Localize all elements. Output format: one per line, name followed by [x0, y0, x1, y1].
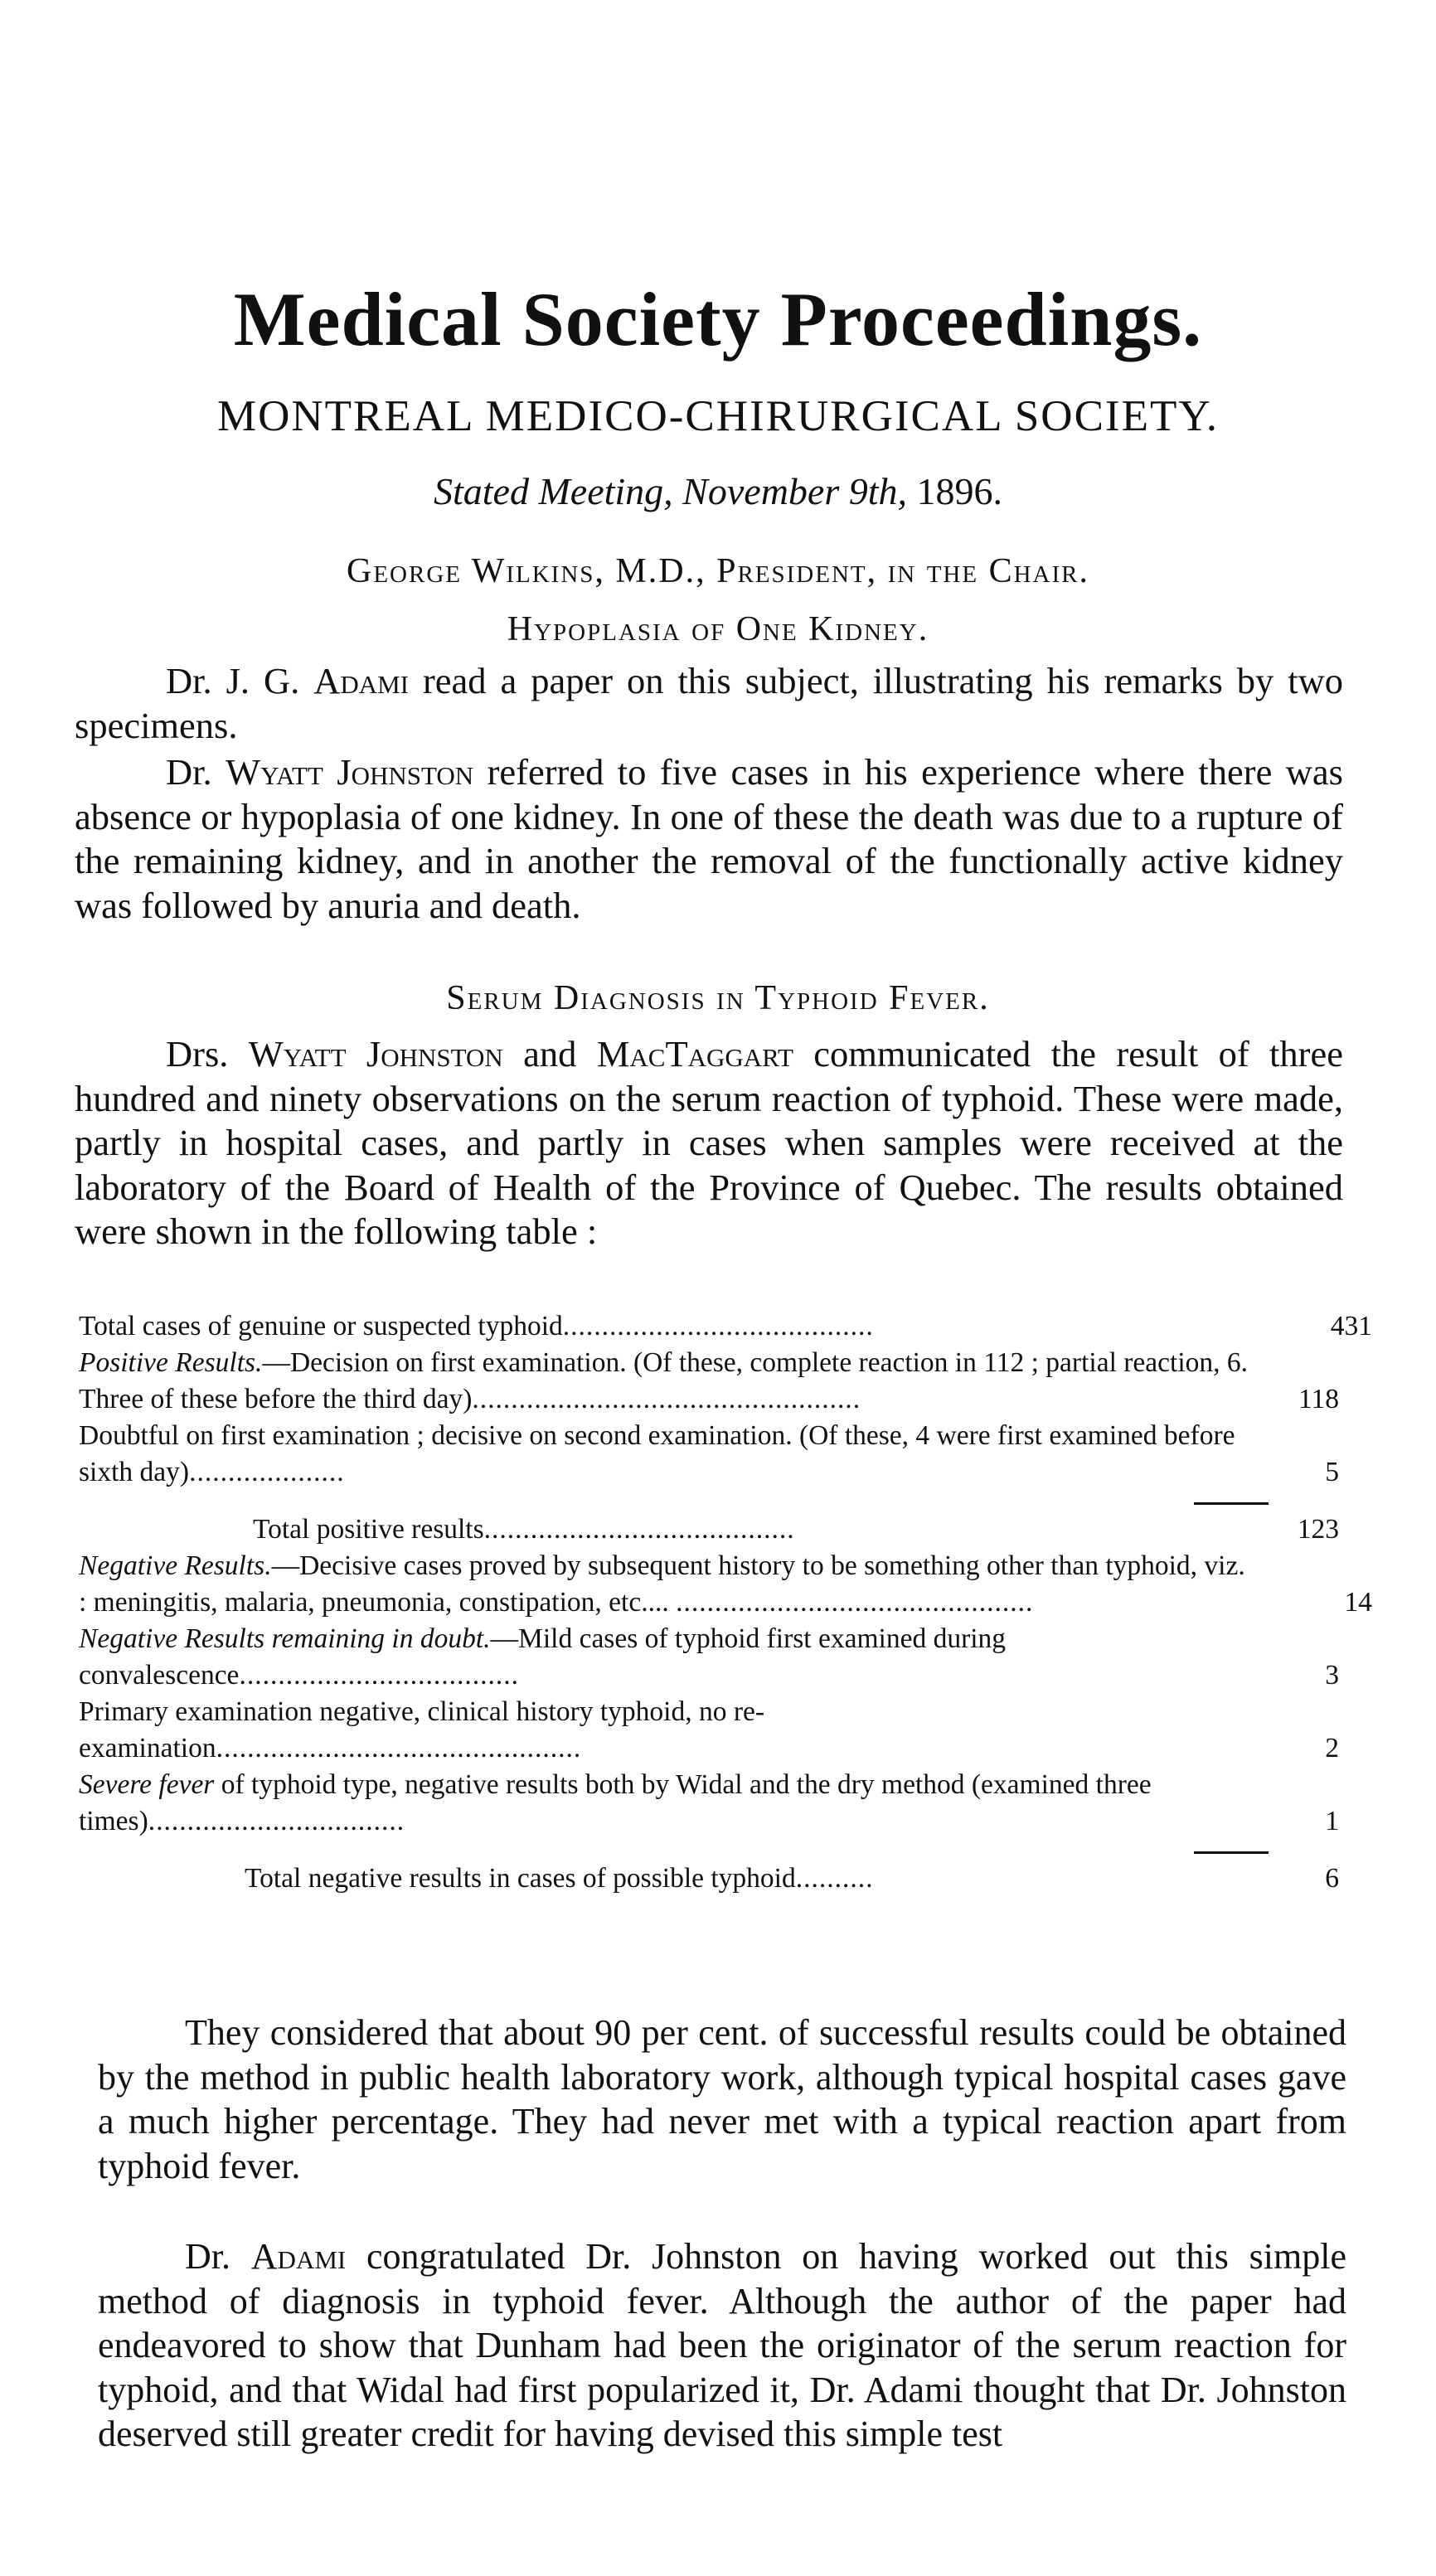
row-italic-label: Positive Results. — [79, 1347, 263, 1378]
para-text: congratulated Dr. Johnston on having worked out this simple method of diagnosis in typhoid fever. Although the author of the paper had endeavored to show that Dunham had been the originator of the serum reaction for typhoid, and that Widal had first popularized it, Dr. Adami thought that Dr. Johnston deserved still greater credit for having devised this simple test — [98, 2236, 1346, 2454]
row-dots: .................................... — [239, 1660, 519, 1691]
paragraph-serum-intro — [75, 1032, 1343, 1254]
page-title: Medical Society Proceedings. — [233, 277, 1203, 361]
paragraph-conclusion — [98, 2011, 1346, 2188]
speaker-name: Wyatt Johnston — [248, 1033, 503, 1075]
speaker-name: Wyatt Johnston — [226, 751, 474, 793]
row-dots: ........................................ — [562, 1311, 874, 1341]
meeting-line — [0, 468, 1436, 515]
row-label: Total positive results — [253, 1514, 484, 1545]
row-value: 1 — [1325, 1806, 1339, 1836]
table-row — [79, 1548, 1372, 1621]
paragraph-adami-comment — [98, 2234, 1346, 2457]
row-label: —Mild cases of typhoid first examined during convalescence — [79, 1623, 1007, 1691]
row-value: 2 — [1325, 1733, 1339, 1763]
table-row-total — [79, 1860, 1372, 1897]
row-label: of typhoid type, negative results both by Widal and the dry method (examined three times) — [79, 1769, 1152, 1836]
meeting-year: 1896. — [916, 470, 1003, 512]
para-text: communicated the result of three hundred and ninety observations on the serum reaction of typhoid. These were made, partly in hospital cases, and partly in cases when samples were received at the laboratory of the Board of Health of the Province of Quebec. The results obtained were shown in the following table : — [75, 1033, 1343, 1252]
row-value: 123 — [1297, 1514, 1339, 1545]
row-label: Total negative results in cases of possible typhoid — [245, 1863, 796, 1894]
section-heading-kidney: Hypoplasia of One Kidney. — [507, 610, 929, 648]
para-prefix: Dr. J. G. — [166, 660, 314, 701]
row-value: 3 — [1325, 1660, 1339, 1691]
table-row — [79, 1621, 1372, 1694]
chair-line: George Wilkins, M.D., President, in the Chair. — [347, 552, 1089, 590]
table-row — [79, 1767, 1372, 1840]
row-italic-label: Severe fever — [79, 1769, 215, 1800]
sum-rule — [1194, 1851, 1269, 1854]
table-row — [79, 1418, 1372, 1491]
row-value: 5 — [1325, 1457, 1339, 1487]
row-dots: .................................................. — [472, 1384, 861, 1414]
row-label: Total cases of genuine or suspected typhoid — [79, 1311, 563, 1341]
para-prefix: Drs. — [166, 1033, 249, 1075]
row-label: Primary examination negative, clinical history typhoid, no re-examination — [79, 1696, 765, 1763]
para-conj: and — [502, 1033, 597, 1075]
meeting-date: Stated Meeting, November 9th, — [433, 470, 908, 512]
row-dots: ............................................... — [216, 1733, 582, 1763]
row-dots: .............................................. — [676, 1587, 1034, 1618]
sum-rule — [1194, 1502, 1269, 1505]
table-row-total — [79, 1511, 1372, 1548]
para-text: read a paper on this subject, illustrating his remarks by two specimens. — [75, 660, 1343, 746]
para-text: referred to five cases in his experience where there was absence or hypoplasia of one kidney. In one of these the death was due to a rupture of the remaining kidney, and in another the removal of the functionally active kidney was followed by anuria and death. — [75, 751, 1343, 926]
society-name: MONTREAL MEDICO-CHIRURGICAL SOCIETY. — [216, 392, 1220, 440]
para-text: They considered that about 90 per cent. of successful results could be obtained by the method in public health laboratory work, although typical hospital cases gave a much higher percentage. They had never met with a typical reaction apart from typhoid fever. — [98, 2012, 1346, 2186]
speaker-name-2: MacTaggart — [596, 1033, 793, 1075]
row-value: 14 — [1344, 1587, 1372, 1618]
row-dots: ................................. — [148, 1806, 405, 1836]
row-label: Doubtful on first examination ; decisive on second examination. (Of these, 4 were first examined before sixth day) — [79, 1420, 1235, 1487]
table-row — [79, 1694, 1372, 1767]
row-value: 118 — [1298, 1384, 1339, 1414]
row-italic-label: Negative Results. — [79, 1550, 272, 1581]
row-label: —Decision on first examination. (Of these, complete reaction in 112 ; partial reaction, 6. Three of these before the third day) — [79, 1347, 1249, 1414]
speaker-name: Adami — [250, 2236, 347, 2277]
table-row — [79, 1345, 1372, 1418]
paragraph-adami-paper — [75, 659, 1343, 748]
row-dots: ........................................ — [483, 1514, 795, 1545]
row-value: 431 — [1330, 1311, 1372, 1341]
paragraph-johnston-kidney — [75, 750, 1343, 928]
section-heading-serum: Serum Diagnosis in Typhoid Fever. — [446, 979, 990, 1017]
para-prefix: Dr. — [166, 751, 226, 793]
row-dots: .......... — [795, 1863, 874, 1894]
row-dots: .................... — [189, 1457, 345, 1487]
row-label: —Decisive cases proved by subsequent history to be something other than typhoid, viz. : meningitis, malaria, pneumonia, constipation, etc.... — [79, 1550, 1245, 1618]
row-value: 6 — [1325, 1863, 1339, 1894]
speaker-name: Adami — [313, 660, 410, 701]
results-table — [79, 1308, 1372, 1897]
row-italic-label: Negative Results remaining in doubt. — [79, 1623, 491, 1654]
para-prefix: Dr. — [185, 2236, 251, 2277]
table-row — [79, 1308, 1372, 1345]
